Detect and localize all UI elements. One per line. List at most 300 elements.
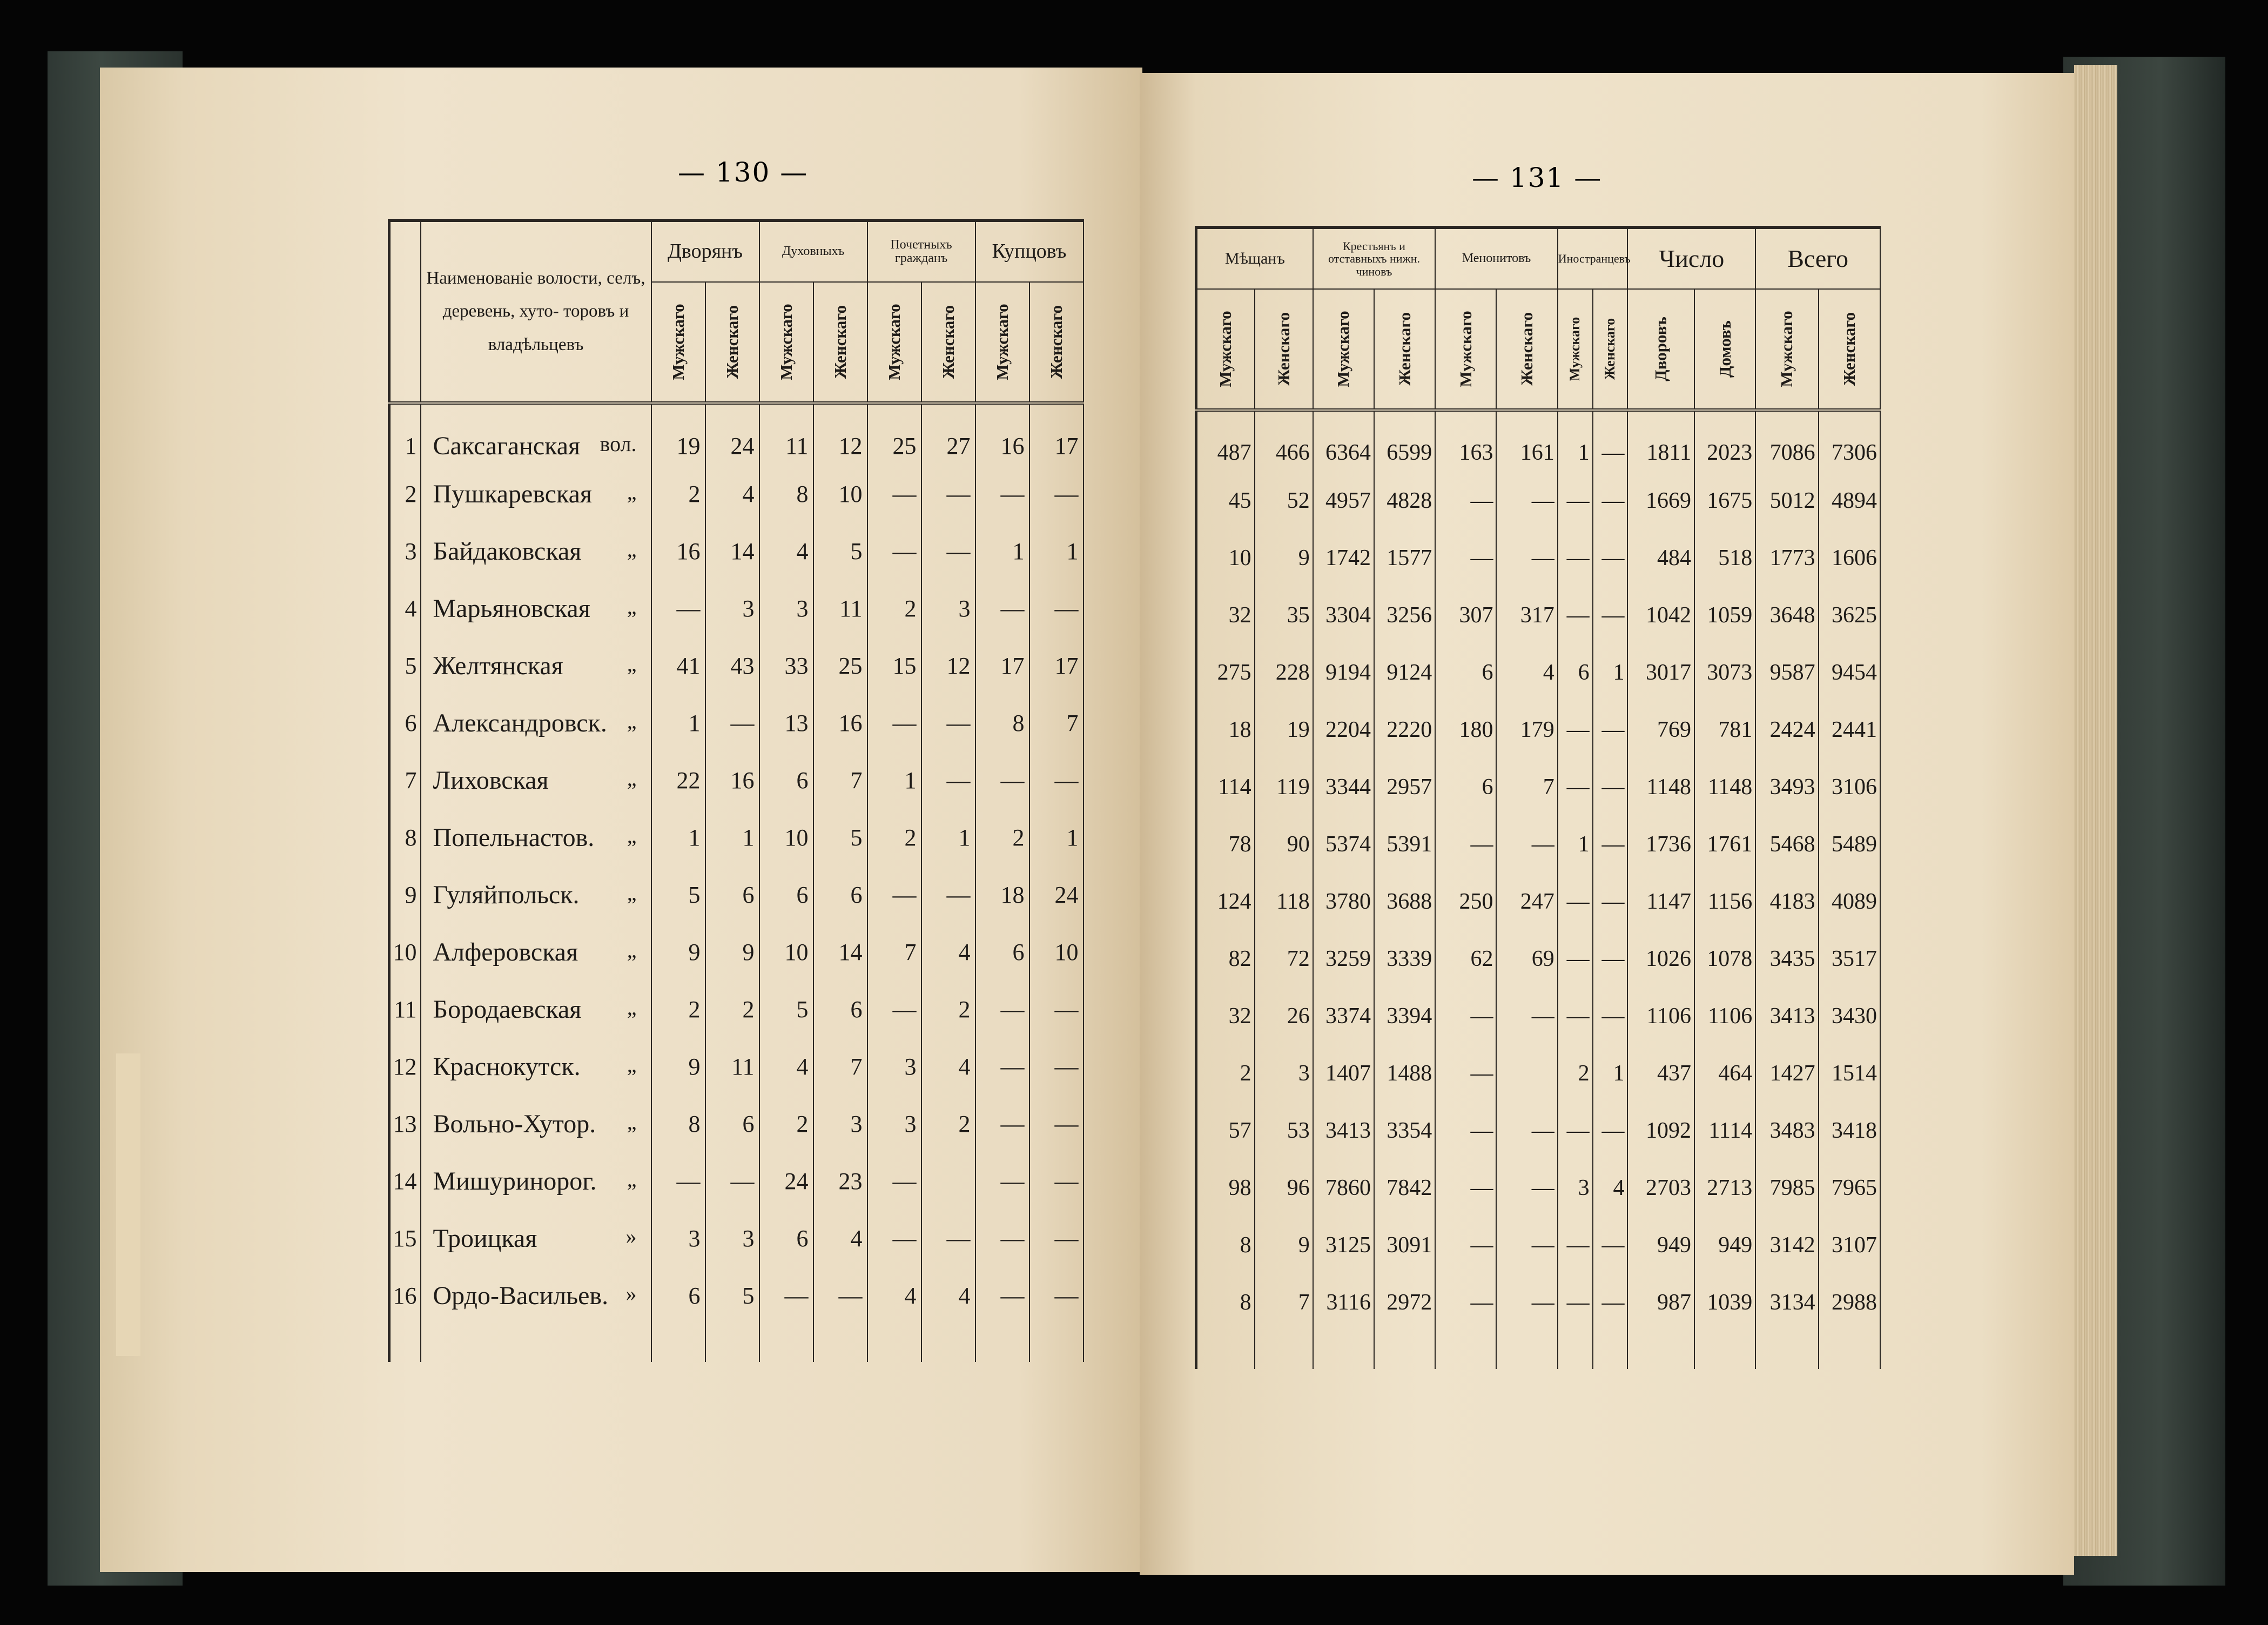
cell-dv-m: 8 — [651, 1095, 705, 1152]
cell-ku-f: 10 — [1029, 923, 1083, 981]
cell-in-m: — — [1558, 1102, 1593, 1159]
table-row — [389, 1095, 1083, 1152]
cell-dv-f: 43 — [705, 637, 759, 694]
cell-vs-f: 3517 — [1819, 930, 1880, 988]
sub-header-label: Мужскаго — [1334, 311, 1353, 387]
cell-du-m: 24 — [759, 1152, 813, 1210]
cell-kr-f: 3091 — [1374, 1217, 1435, 1274]
cell-ku-m: — — [975, 465, 1029, 522]
table-row — [389, 1267, 1083, 1324]
cell-in-m: — — [1558, 930, 1593, 988]
volost-name: Гуляйпольск. — [433, 880, 580, 909]
cell-ku-m: 8 — [975, 694, 1029, 751]
group-header-peasants: Крестьянъ и отставныхъ нижн. чиновъ — [1313, 227, 1436, 289]
table-row — [389, 403, 1083, 465]
cell-dvory: 1148 — [1627, 758, 1694, 816]
left-table — [388, 219, 1084, 1362]
cell-kr-m: 1407 — [1313, 1045, 1374, 1102]
cell-kr-f: 3394 — [1374, 988, 1435, 1045]
cell-in-f: — — [1593, 587, 1628, 644]
empty-cell — [421, 1324, 651, 1362]
volost-name: Ордо-Васильев. — [433, 1281, 609, 1310]
row-number: 15 — [389, 1210, 421, 1267]
cell-dv-m: 2 — [651, 465, 705, 522]
ditto-mark: „ — [627, 651, 637, 676]
table-row — [389, 1152, 1083, 1210]
cell-me-m: 2 — [1196, 1045, 1255, 1102]
volost-name: Вольно-Хутор. — [433, 1109, 596, 1138]
cell-kr-f: 2220 — [1374, 701, 1435, 758]
row-number: 12 — [389, 1038, 421, 1095]
cell-po-f: 12 — [921, 637, 975, 694]
cell-mn-m: 62 — [1435, 930, 1496, 988]
cell-dv-f: 4 — [705, 465, 759, 522]
cell-po-f: 27 — [921, 403, 975, 465]
cell-doma: 1675 — [1694, 472, 1755, 529]
group-header-honorary-citizens: Почетныхъ гражданъ — [867, 220, 975, 282]
group-header-merchants: Купцовъ — [975, 220, 1083, 282]
cell-dvory: 437 — [1627, 1045, 1694, 1102]
cell-ku-m: 6 — [975, 923, 1029, 981]
cell-du-f: 14 — [813, 923, 867, 981]
cell-mn-m: — — [1435, 988, 1496, 1045]
cell-ku-m: — — [975, 1038, 1029, 1095]
row-number: 7 — [389, 751, 421, 809]
table-row — [389, 580, 1083, 637]
row-number: 8 — [389, 809, 421, 866]
cell-kr-m: 3125 — [1313, 1217, 1374, 1274]
cell-me-m: 275 — [1196, 644, 1255, 701]
cell-mn-f: — — [1496, 472, 1557, 529]
cell-me-m: 18 — [1196, 701, 1255, 758]
ditto-mark: „ — [627, 708, 637, 733]
cell-me-f: 466 — [1255, 410, 1313, 472]
cell-ku-m: — — [975, 1267, 1029, 1324]
sub-header-label: Женскаго — [1839, 312, 1859, 386]
cell-in-f: — — [1593, 472, 1628, 529]
volost-name: Байдаковская — [433, 536, 582, 566]
cell-mn-m: 163 — [1435, 410, 1496, 472]
cell-vs-m: 3413 — [1755, 988, 1818, 1045]
empty-cell — [1558, 1331, 1593, 1369]
table-row — [389, 809, 1083, 866]
row-number: 14 — [389, 1152, 421, 1210]
cell-ku-f: — — [1029, 1210, 1083, 1267]
sub-header-female — [1374, 289, 1435, 410]
cell-kr-m: 6364 — [1313, 410, 1374, 472]
cell-me-f: 52 — [1255, 472, 1313, 529]
cell-du-m: 6 — [759, 751, 813, 809]
cell-vs-m: 1427 — [1755, 1045, 1818, 1102]
volost-name-cell — [421, 809, 651, 866]
sub-header-label: Женскаго — [1517, 312, 1537, 386]
cell-ku-m: 1 — [975, 522, 1029, 580]
empty-cell — [1694, 1331, 1755, 1369]
cell-doma: 1148 — [1694, 758, 1755, 816]
empty-cell — [1374, 1331, 1435, 1369]
sub-header-female — [1496, 289, 1557, 410]
cell-in-m: — — [1558, 1274, 1593, 1331]
ditto-mark: „ — [627, 1109, 637, 1134]
cell-po-f: — — [921, 522, 975, 580]
cell-kr-m: 3413 — [1313, 1102, 1374, 1159]
volost-name-cell — [421, 403, 651, 465]
cell-dvory: 1026 — [1627, 930, 1694, 988]
table-row — [389, 866, 1083, 923]
sub-header-label: Женскаго — [722, 305, 742, 379]
cell-ku-m: — — [975, 981, 1029, 1038]
sub-header-label: Женскаго — [938, 305, 958, 379]
sub-header-male — [1755, 289, 1818, 410]
sub-header-label: Мужскаго — [668, 304, 688, 380]
cell-kr-f: 5391 — [1374, 816, 1435, 873]
cell-doma: 781 — [1694, 701, 1755, 758]
group-header-count: Число — [1627, 227, 1755, 289]
cell-vs-m: 1773 — [1755, 529, 1818, 587]
cell-mn-f: — — [1496, 988, 1557, 1045]
cell-kr-f: 4828 — [1374, 472, 1435, 529]
ditto-mark: „ — [627, 823, 637, 848]
cell-ku-f: 1 — [1029, 809, 1083, 866]
table-row — [389, 694, 1083, 751]
cell-du-m: — — [759, 1267, 813, 1324]
cell-ku-f: — — [1029, 580, 1083, 637]
cell-kr-m: 3259 — [1313, 930, 1374, 988]
cell-mn-f: 69 — [1496, 930, 1557, 988]
cell-vs-m: 7086 — [1755, 410, 1818, 472]
cell-vs-f: 1606 — [1819, 529, 1880, 587]
cell-kr-f: 2972 — [1374, 1274, 1435, 1331]
cell-dv-f: 9 — [705, 923, 759, 981]
cell-in-f: — — [1593, 701, 1628, 758]
cell-vs-m: 5468 — [1755, 816, 1818, 873]
left-table-body — [389, 403, 1083, 1362]
cell-mn-m: — — [1435, 472, 1496, 529]
cell-du-m: 10 — [759, 809, 813, 866]
sub-header-male — [1558, 289, 1593, 410]
cell-doma: 1039 — [1694, 1274, 1755, 1331]
cell-doma: 518 — [1694, 529, 1755, 587]
ditto-mark: „ — [627, 995, 637, 1019]
cell-in-f: — — [1593, 1274, 1628, 1331]
volost-name: Троицкая — [433, 1224, 537, 1253]
cell-ku-m: — — [975, 751, 1029, 809]
cell-dvory: 1669 — [1627, 472, 1694, 529]
cell-me-f: 90 — [1255, 816, 1313, 873]
table-row — [389, 522, 1083, 580]
cell-ku-m: — — [975, 1210, 1029, 1267]
cell-po-m: — — [867, 981, 921, 1038]
cell-du-f: 25 — [813, 637, 867, 694]
cell-du-f: 12 — [813, 403, 867, 465]
table-tail — [1196, 1331, 1881, 1369]
cell-po-m: 2 — [867, 809, 921, 866]
cell-dvory: 1736 — [1627, 816, 1694, 873]
cell-me-m: 487 — [1196, 410, 1255, 472]
cell-me-m: 78 — [1196, 816, 1255, 873]
cell-me-f: 9 — [1255, 529, 1313, 587]
cell-po-f: 3 — [921, 580, 975, 637]
cell-mn-f: 317 — [1496, 587, 1557, 644]
cell-mn-m: 6 — [1435, 644, 1496, 701]
cell-dv-f: 24 — [705, 403, 759, 465]
cell-du-f: 23 — [813, 1152, 867, 1210]
empty-cell — [759, 1324, 813, 1362]
empty-cell — [1435, 1331, 1496, 1369]
cell-in-f: — — [1593, 1217, 1628, 1274]
sub-header-label: Мужскаго — [992, 304, 1012, 380]
cell-dv-m: 16 — [651, 522, 705, 580]
cell-du-m: 8 — [759, 465, 813, 522]
table-row — [389, 1038, 1083, 1095]
group-header-mennonites: Менонитовъ — [1435, 227, 1558, 289]
cell-dvory: 3017 — [1627, 644, 1694, 701]
cell-dv-m: — — [651, 1152, 705, 1210]
sub-header-male — [1196, 289, 1255, 410]
cell-me-f: 53 — [1255, 1102, 1313, 1159]
cell-in-m: 1 — [1558, 410, 1593, 472]
cell-dv-f: 6 — [705, 866, 759, 923]
cell-me-f: 118 — [1255, 873, 1313, 930]
cell-me-m: 124 — [1196, 873, 1255, 930]
cell-vs-f: 7965 — [1819, 1159, 1880, 1217]
cell-du-f: 6 — [813, 981, 867, 1038]
cell-in-m: — — [1558, 873, 1593, 930]
cell-mn-f: — — [1496, 1274, 1557, 1331]
cell-du-m: 6 — [759, 1210, 813, 1267]
cell-dv-m: 1 — [651, 809, 705, 866]
empty-cell — [975, 1324, 1029, 1362]
group-header-total: Всего — [1755, 227, 1880, 289]
cell-dv-m: 6 — [651, 1267, 705, 1324]
cell-po-m: 3 — [867, 1095, 921, 1152]
cell-du-m: 13 — [759, 694, 813, 751]
volost-name-cell — [421, 1152, 651, 1210]
cell-vs-m: 2424 — [1755, 701, 1818, 758]
volost-name-cell — [421, 580, 651, 637]
empty-cell — [651, 1324, 705, 1362]
cell-me-m: 57 — [1196, 1102, 1255, 1159]
cell-po-m: 25 — [867, 403, 921, 465]
ditto-mark: вол. — [600, 431, 637, 456]
cell-du-f: 7 — [813, 1038, 867, 1095]
sub-header-label: Мужскаго — [1777, 311, 1796, 387]
empty-cell — [1819, 1331, 1880, 1369]
cell-kr-m: 5374 — [1313, 816, 1374, 873]
table-row — [1196, 529, 1881, 587]
cell-du-m: 5 — [759, 981, 813, 1038]
cell-me-f: 119 — [1255, 758, 1313, 816]
cell-in-m: 2 — [1558, 1045, 1593, 1102]
cell-po-f: — — [921, 694, 975, 751]
volost-name-cell — [421, 1267, 651, 1324]
cell-ku-m: — — [975, 1152, 1029, 1210]
sub-header-label: Мужскаго — [1456, 311, 1475, 387]
sub-header-label: Мужскаго — [884, 304, 904, 380]
volost-name: Пушкаревская — [433, 479, 592, 508]
right-table-body — [1196, 410, 1881, 1369]
cell-mn-m: — — [1435, 1159, 1496, 1217]
cell-dv-m: 9 — [651, 923, 705, 981]
cell-me-f: 7 — [1255, 1274, 1313, 1331]
cell-kr-f: 3339 — [1374, 930, 1435, 988]
ditto-mark: „ — [627, 1166, 637, 1191]
cell-mn-m: 180 — [1435, 701, 1496, 758]
cell-po-m: 7 — [867, 923, 921, 981]
group-header-nobles: Дворянъ — [651, 220, 759, 282]
cell-ku-m: — — [975, 1095, 1029, 1152]
cell-me-f: 228 — [1255, 644, 1313, 701]
volost-name-cell — [421, 465, 651, 522]
right-table — [1195, 226, 1881, 1369]
volost-name-cell — [421, 751, 651, 809]
cell-ku-f: 1 — [1029, 522, 1083, 580]
sub-header-male — [867, 282, 921, 403]
cell-ku-m: 16 — [975, 403, 1029, 465]
table-row — [389, 923, 1083, 981]
cell-in-f: 4 — [1593, 1159, 1628, 1217]
volost-name: Краснокутск. — [433, 1052, 581, 1081]
row-number: 5 — [389, 637, 421, 694]
cell-kr-f: 3354 — [1374, 1102, 1435, 1159]
ditto-mark: » — [625, 1224, 637, 1248]
row-number: 1 — [389, 403, 421, 465]
cell-doma: 2023 — [1694, 410, 1755, 472]
volost-name: Алферовская — [433, 937, 578, 966]
cell-vs-f: 5489 — [1819, 816, 1880, 873]
cell-mn-f — [1496, 1045, 1557, 1102]
group-header-clergy: Духовныхъ — [759, 220, 867, 282]
cell-mn-m: — — [1435, 816, 1496, 873]
cell-du-f: 7 — [813, 751, 867, 809]
table-row — [1196, 873, 1881, 930]
sub-header-label: Дворовъ — [1651, 317, 1671, 381]
cell-ku-f: — — [1029, 1095, 1083, 1152]
cell-mn-m: — — [1435, 1045, 1496, 1102]
cell-dvory: 1106 — [1627, 988, 1694, 1045]
table-row — [389, 981, 1083, 1038]
row-number-header — [389, 220, 421, 403]
cell-ku-f: — — [1029, 1267, 1083, 1324]
cell-dv-m: 3 — [651, 1210, 705, 1267]
row-number: 4 — [389, 580, 421, 637]
volost-name-cell — [421, 694, 651, 751]
cell-po-m: 2 — [867, 580, 921, 637]
table-row — [1196, 1102, 1881, 1159]
cell-me-m: 8 — [1196, 1217, 1255, 1274]
volost-name: Марьяновская — [433, 594, 590, 623]
table-row — [1196, 816, 1881, 873]
volost-name: Попельнастов. — [433, 823, 595, 852]
empty-cell — [867, 1324, 921, 1362]
sub-header-female — [1819, 289, 1880, 410]
cell-po-m: 4 — [867, 1267, 921, 1324]
table-row — [1196, 758, 1881, 816]
cell-du-m: 11 — [759, 403, 813, 465]
table-row — [389, 1210, 1083, 1267]
cell-ku-f: 17 — [1029, 403, 1083, 465]
table-row — [389, 751, 1083, 809]
cell-dvory: 769 — [1627, 701, 1694, 758]
volost-name: Саксаганская — [433, 431, 581, 460]
cell-vs-f: 3625 — [1819, 587, 1880, 644]
cell-doma: 1114 — [1694, 1102, 1755, 1159]
cell-kr-f: 7842 — [1374, 1159, 1435, 1217]
cell-dv-m: 9 — [651, 1038, 705, 1095]
cell-po-m: 3 — [867, 1038, 921, 1095]
sub-header-label: Женскаго — [830, 305, 850, 379]
cell-in-f: — — [1593, 873, 1628, 930]
group-header-foreigners: Иностранцевъ — [1558, 227, 1628, 289]
cell-du-m: 33 — [759, 637, 813, 694]
cell-me-m: 32 — [1196, 587, 1255, 644]
cell-ku-m: 18 — [975, 866, 1029, 923]
cell-dv-f: — — [705, 694, 759, 751]
cell-kr-m: 3780 — [1313, 873, 1374, 930]
cell-kr-m: 3304 — [1313, 587, 1374, 644]
ditto-mark: „ — [627, 536, 637, 561]
cell-du-m: 2 — [759, 1095, 813, 1152]
cell-mn-f: — — [1496, 1159, 1557, 1217]
cell-po-f: 2 — [921, 1095, 975, 1152]
cell-me-m: 45 — [1196, 472, 1255, 529]
cell-me-f: 3 — [1255, 1045, 1313, 1102]
cell-mn-m: 307 — [1435, 587, 1496, 644]
cell-doma: 464 — [1694, 1045, 1755, 1102]
cell-dv-f: 2 — [705, 981, 759, 1038]
paper-strip — [116, 1053, 140, 1356]
cell-kr-f: 2957 — [1374, 758, 1435, 816]
volost-name-cell — [421, 866, 651, 923]
cell-vs-f: 4894 — [1819, 472, 1880, 529]
cell-po-m: — — [867, 522, 921, 580]
cell-in-m: — — [1558, 587, 1593, 644]
cell-in-f: 1 — [1593, 644, 1628, 701]
empty-cell — [389, 1324, 421, 1362]
cell-po-f: 4 — [921, 1267, 975, 1324]
cell-dvory: 1092 — [1627, 1102, 1694, 1159]
row-number: 13 — [389, 1095, 421, 1152]
cell-dv-f: 16 — [705, 751, 759, 809]
cell-in-m: — — [1558, 529, 1593, 587]
row-number: 6 — [389, 694, 421, 751]
cell-in-m: — — [1558, 472, 1593, 529]
cell-du-m: 6 — [759, 866, 813, 923]
cell-ku-m: 2 — [975, 809, 1029, 866]
cell-vs-m: 3435 — [1755, 930, 1818, 988]
cell-du-m: 4 — [759, 522, 813, 580]
cell-vs-f: 2441 — [1819, 701, 1880, 758]
cell-doma: 2713 — [1694, 1159, 1755, 1217]
cell-mn-f: — — [1496, 529, 1557, 587]
cell-mn-f: 7 — [1496, 758, 1557, 816]
cell-mn-m: 250 — [1435, 873, 1496, 930]
cell-in-f: — — [1593, 816, 1628, 873]
sub-header-label: Женскаго — [1046, 305, 1066, 379]
table-row — [1196, 644, 1881, 701]
cell-doma: 1106 — [1694, 988, 1755, 1045]
cell-dv-m: 1 — [651, 694, 705, 751]
cell-du-m: 10 — [759, 923, 813, 981]
empty-cell — [1593, 1331, 1628, 1369]
cell-ku-f: 17 — [1029, 637, 1083, 694]
page-number-left: — 130 — — [678, 157, 809, 188]
cell-du-f: 6 — [813, 866, 867, 923]
cell-du-m: 3 — [759, 580, 813, 637]
cell-po-f: — — [921, 1210, 975, 1267]
cell-po-m: — — [867, 1152, 921, 1210]
row-number: 9 — [389, 866, 421, 923]
